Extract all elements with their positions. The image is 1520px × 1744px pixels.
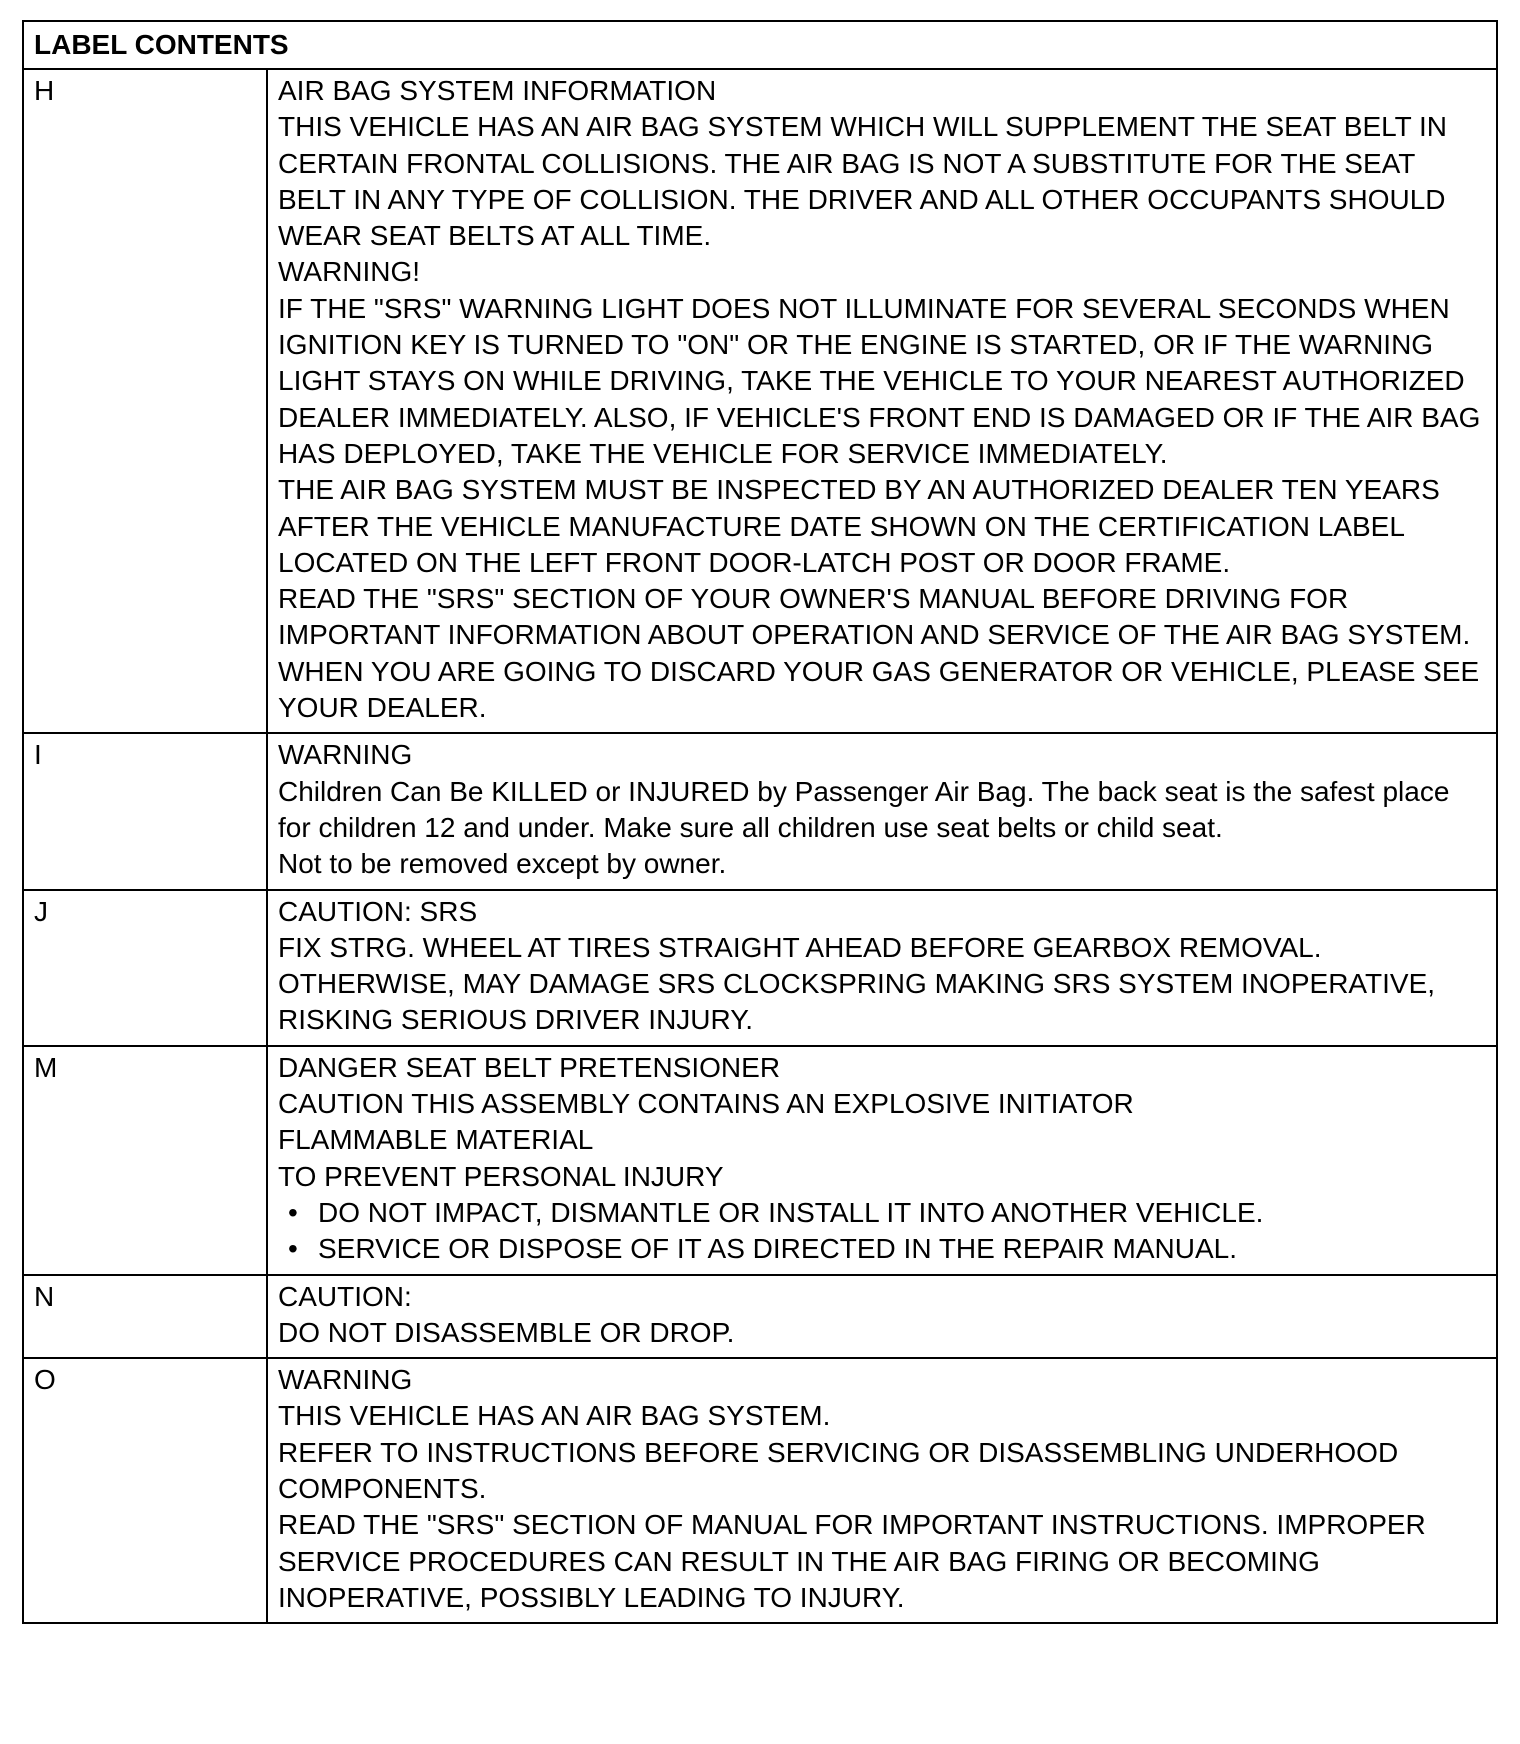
label-content [267, 1046, 1497, 1275]
content-line: FIX STRG. WHEEL AT TIRES STRAIGHT AHEAD BEFORE GEARBOX REMOVAL. OTHERWISE, MAY DAMAGE SRS CLOCKSPRING MAKING SRS SYSTEM INOPERATIVE, RISKING SERIOUS DRIVER INJURY. [278, 931, 1443, 1036]
table-row [23, 1358, 1497, 1623]
label-code: I [23, 733, 267, 889]
label-code: J [23, 890, 267, 1046]
content-line: DO NOT DISASSEMBLE OR DROP. [278, 1316, 735, 1348]
content-line: CAUTION THIS ASSEMBLY CONTAINS AN EXPLOSIVE INITIATOR [278, 1088, 1134, 1120]
label-code: O [23, 1358, 267, 1623]
table-row [23, 890, 1497, 1046]
content-line: WHEN YOU ARE GOING TO DISCARD YOUR GAS GENERATOR OR VEHICLE, PLEASE SEE YOUR DEALER. [278, 655, 1487, 724]
label-code: H [23, 69, 267, 733]
table-row [23, 69, 1497, 733]
label-code: N [23, 1275, 267, 1359]
label-content [267, 1275, 1497, 1359]
bullet-item: • DO NOT IMPACT, DISMANTLE OR INSTALL IT INTO ANOTHER VEHICLE. [278, 1195, 1486, 1231]
content-line: IF THE "SRS" WARNING LIGHT DOES NOT ILLUMINATE FOR SEVERAL SECONDS WHEN IGNITION KEY IS TURNED TO "ON" OR THE ENGINE IS STARTED, OR IF THE WARNING LIGHT STAYS ON WHILE DRIVING, TAKE THE VEHICLE TO YOUR NEAREST AUTHORIZED DEALER IMMEDIATELY. ALSO, IF VEHICLE'S FRONT END IS DAMAGED OR IF THE AIR BAG HAS DEPLOYED, TAKE THE VEHICLE FOR SERVICE IMMEDIATELY. [278, 292, 1489, 469]
table-row [23, 1275, 1497, 1359]
content-line: Children Can Be KILLED or INJURED by Passenger Air Bag. The back seat is the safest place for children 12 and under. Make sure all children use seat belts or child seat. [278, 775, 1458, 843]
content-line: CAUTION: [278, 1280, 412, 1312]
label-code: M [23, 1046, 267, 1275]
table-row [23, 733, 1497, 889]
bullet-item: • SERVICE OR DISPOSE OF IT AS DIRECTED IN THE REPAIR MANUAL. [278, 1231, 1486, 1267]
content-line: WARNING! [278, 256, 421, 288]
content-line: THIS VEHICLE HAS AN AIR BAG SYSTEM WHICH WILL SUPPLEMENT THE SEAT BELT IN CERTAIN FRONTAL COLLISIONS. THE AIR BAG IS NOT A SUBSTITUTE FOR THE SEAT BELT IN ANY TYPE OF COLLISION. THE DRIVER AND ALL OTHER OCCUPANTS SHOULD WEAR SEAT BELTS AT ALL TIME. [278, 111, 1455, 252]
content-line: DANGER SEAT BELT PRETENSIONER [278, 1051, 781, 1083]
content-line: THIS VEHICLE HAS AN AIR BAG SYSTEM. [278, 1400, 831, 1432]
content-line: FLAMMABLE MATERIAL [278, 1124, 594, 1156]
content-line: THE AIR BAG SYSTEM MUST BE INSPECTED BY AN AUTHORIZED DEALER TEN YEARS AFTER THE VEHICLE MANUFACTURE DATE SHOWN ON THE CERTIFICATION LABEL LOCATED ON THE LEFT FRONT DOOR-LATCH POST OR DOOR FRAME. [278, 474, 1447, 578]
label-content [267, 890, 1497, 1046]
label-content [267, 69, 1497, 733]
content-line: READ THE "SRS" SECTION OF YOUR OWNER'S MANUAL BEFORE DRIVING FOR IMPORTANT INFORMATION ABOUT OPERATION AND SERVICE OF THE AIR BAG SYSTEM. [278, 583, 1471, 651]
content-line: READ THE "SRS" SECTION OF MANUAL FOR IMPORTANT INSTRUCTIONS. IMPROPER SERVICE PROCEDURES CAN RESULT IN THE AIR BAG FIRING OR BECOMING INOPERATIVE, POSSIBLY LEADING TO INJURY. [278, 1509, 1434, 1613]
label-content [267, 733, 1497, 889]
content-line: CAUTION: SRS [278, 895, 478, 927]
content-line: AIR BAG SYSTEM INFORMATION [278, 75, 717, 106]
table-row [23, 1046, 1497, 1275]
label-content [267, 1358, 1497, 1623]
content-line: WARNING [278, 1364, 413, 1396]
label-contents-table [22, 20, 1498, 1624]
content-line: TO PREVENT PERSONAL INJURY [278, 1160, 724, 1192]
content-line: Not to be removed except by owner. [278, 848, 727, 880]
content-line: WARNING [278, 739, 413, 771]
content-line: REFER TO INSTRUCTIONS BEFORE SERVICING OR DISASSEMBLING UNDERHOOD COMPONENTS. [278, 1436, 1406, 1504]
table-header: LABEL CONTENTS [23, 21, 1497, 69]
header-row [23, 21, 1497, 69]
